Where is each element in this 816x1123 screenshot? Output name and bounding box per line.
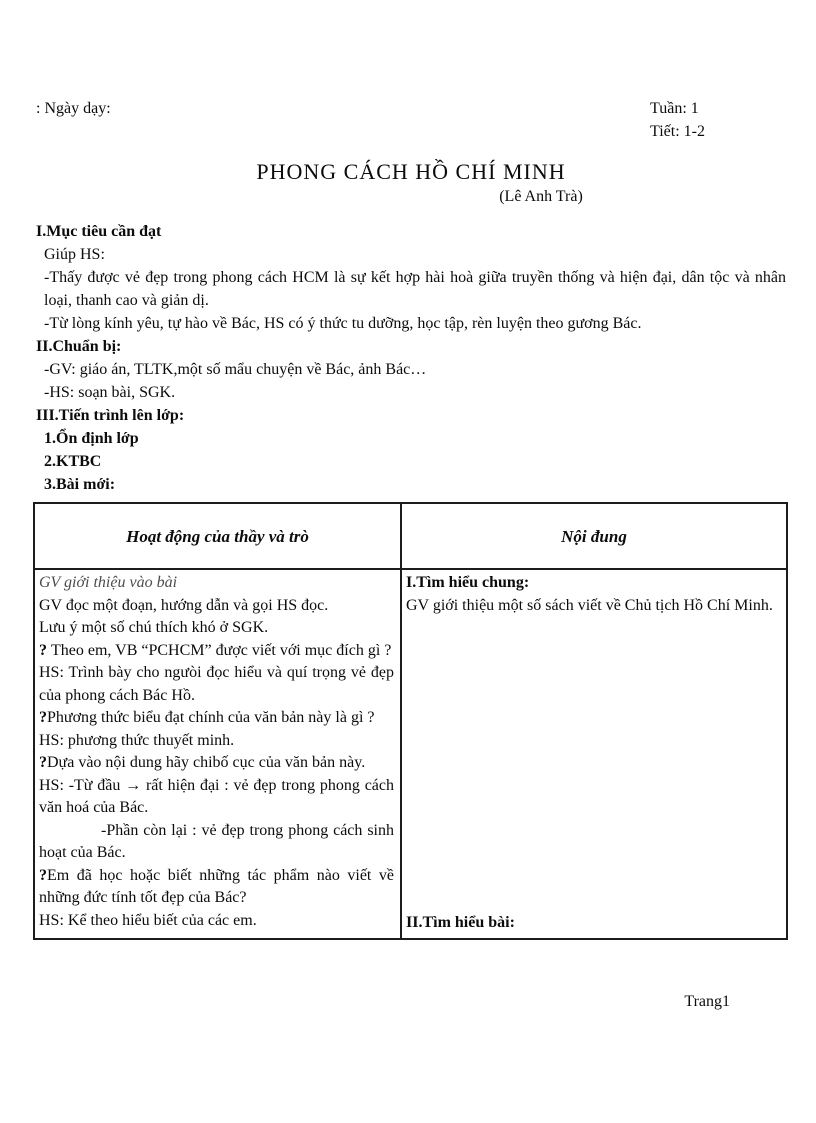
intro-line: 2.KTBC [44,453,102,470]
table-cell-content [401,569,787,939]
table-paragraph: Lưu ý một số chú thích khó ở SGK. [39,619,269,636]
author-line: (Lê Anh Trà) [499,188,583,205]
table-paragraph: ?Phương thức biểu đạt chính của văn bản này là gì ? [39,709,375,726]
table-header-activities: Hoạt động của thầy và trò [34,503,401,569]
table-header-content: Nội đung [401,503,787,569]
intro-line: -Thấy được vẻ đẹp trong phong cách HCM là sự kết hợp hài hoà giữa truyền thống và hiện đại, dân tộc và nhân loại, thanh cao và giản dị. [44,269,786,309]
date-label: : Ngày dạy: [36,100,111,117]
intro-line: Giúp HS: [44,246,105,263]
page-title: PHONG CÁCH HỒ CHÍ MINH [256,159,566,184]
intro-line: -HS: soạn bài, SGK. [44,384,176,401]
table-paragraph: -Phần còn lại : vẻ đẹp trong phong cách sinh hoạt của Bác. [39,821,394,861]
table-paragraph: GV giới thiệu một số sách viết về Chủ tịch Hồ Chí Minh. [406,596,773,614]
table-paragraph: GV đọc một đoạn, hướng dẫn và gọi HS đọc. [39,596,329,614]
intro-line: II.Chuẩn bị: [36,338,122,355]
table-paragraph: HS: -Từ đầu → rất hiện đại : vẻ đẹp trong phong cách văn hoá của Bác. [39,776,394,816]
document-header [36,97,786,143]
table-paragraph: HS: Trình bày cho ngưòi đọc hiểu và quí trọng vẻ đẹp của phong cách Bác Hồ. [39,664,394,704]
table-header-row [34,503,787,569]
table-paragraph: ?Em đã học hoặc biết những tác phẩm nào viết về những đức tính tốt đẹp của Bác? [39,866,394,906]
intro-line: I.Mục tiêu cần đạt [36,223,162,240]
table-paragraph: HS: Kể theo hiểu biết của các em. [39,911,257,929]
intro-line: III.Tiến trình lên lớp: [36,407,185,424]
period-label: Tiết: 1-2 [650,123,705,140]
intro-line: -Từ lòng kính yêu, tự hào về Bác, HS có ý thức tu dưỡng, học tập, rèn luyện theo gương Bác. [44,315,642,332]
table-paragraph: HS: phương thức thuyết minh. [39,731,235,749]
intro-line: 3.Bài mới: [44,476,116,493]
week-period-block [650,97,705,143]
lesson-table [33,502,788,940]
table-paragraph: ?Dựa vào nội dung hãy chibố cục của văn bản này. [39,754,366,771]
table-cell-activities [34,569,401,939]
week-label: Tuần: 1 [650,100,699,117]
page-number: Trang1 [684,993,730,1010]
table-paragraph: GV giới thiệu vào bài [39,574,178,591]
table-paragraph: ? Theo em, VB “PCHCM” được viết với mục đích gì ? [39,641,392,659]
table-paragraph: II.Tìm hiểu bài: [406,913,515,931]
intro-section [36,220,786,496]
intro-line: 1.Ổn định lớp [44,430,139,447]
table-row [34,569,787,939]
intro-line: -GV: giáo án, TLTK,một số mẩu chuyện về Bác, ảnh Bác… [44,361,427,378]
table-paragraph: I.Tìm hiểu chung: [406,574,530,591]
